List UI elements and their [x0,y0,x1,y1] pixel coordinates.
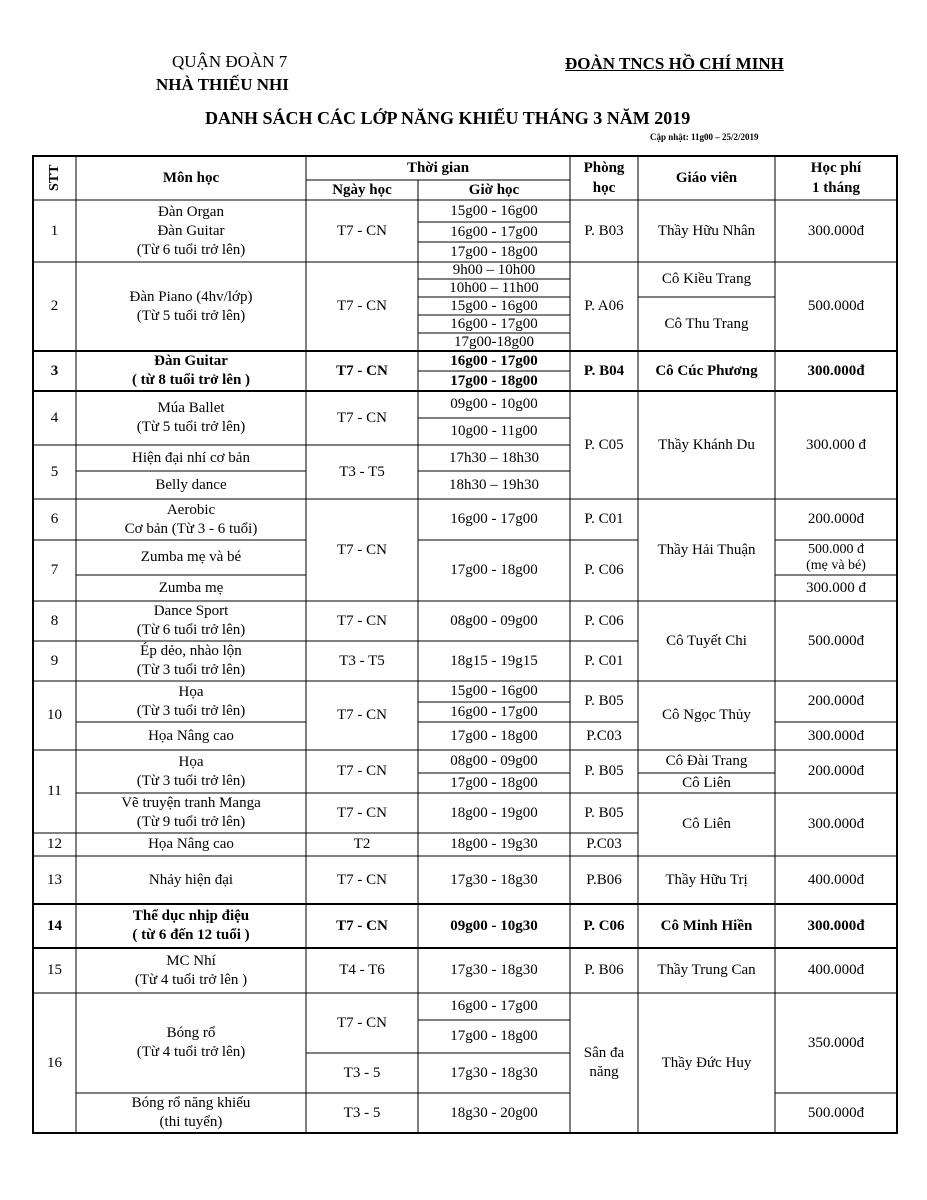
cell-room: P. A06 [584,298,624,314]
header-subject: Môn học [162,169,220,186]
union-name: ĐOÀN TNCS HỒ CHÍ MINH [565,54,784,73]
cell-teacher: Cô Minh Hiền [660,917,753,934]
header-fee: Học phí 1 tháng [810,160,862,196]
cell-day: T7 - CN [337,541,387,558]
cell-stt: 11 [47,783,62,799]
cell-hour: 17g00-18g00 [454,333,534,350]
cell-day: T7 - CN [337,298,387,314]
cell-hour: 17g30 - 18g30 [450,871,538,888]
cell-fee: 500.000 đ (mẹ và bé) [806,541,866,573]
cell-subject: Bóng rổ năng khiếu (thi tuyển) [131,1095,251,1130]
cell-fee: 300.000đ [807,816,865,832]
cell-hour: 09g00 - 10g30 [450,917,538,934]
cell-hour: 10g00 - 11g00 [450,423,538,439]
header-day: Ngày học [332,181,392,198]
cell-stt: 10 [47,707,62,723]
cell-hour: 08g00 - 09g00 [450,753,538,769]
cell-hour: 09g00 - 10g00 [450,396,538,412]
cell-hour: 16g00 - 17g00 [450,315,538,332]
cell-stt: 15 [47,962,62,978]
cell-teacher: Thầy Khánh Du [658,436,755,453]
cell-subject: Họa (Từ 3 tuổi trở lên) [136,753,246,789]
cell-fee: 500.000đ [807,632,865,649]
header-hour: Giờ học [468,181,520,198]
cell-room: P. C06 [584,612,624,629]
cell-stt: 5 [50,463,59,480]
cell-subject: Thể dục nhịp điệu ( từ 6 đến 12 tuổi ) [132,908,250,943]
cell-fee: 500.000đ [807,1104,865,1121]
cell-teacher: Cô Ngọc Thủy [662,707,751,723]
cell-room: P. C01 [584,652,624,669]
cell-subject: Hiện đại nhí cơ bản [132,449,250,466]
cell-day: T7 - CN [337,1014,387,1031]
cell-room: P. C06 [584,562,624,578]
cell-fee: 300.000đ [807,917,865,934]
page-title: DANH SÁCH CÁC LỚP NĂNG KHIẾU THÁNG 3 NĂM 2019 [205,108,691,128]
cell-stt: 12 [47,836,62,852]
cell-hour: 15g00 - 16g00 [450,683,538,699]
cell-hour: 18g15 - 19g15 [450,652,538,669]
cell-room: P. B05 [584,693,624,709]
cell-day: T2 [353,836,371,852]
cell-fee: 500.000đ [807,298,865,314]
header-teacher: Giáo viên [675,169,738,186]
cell-fee: 400.000đ [807,962,865,978]
cell-hour: 18g00 - 19g00 [450,804,538,821]
cell-subject: Belly dance [155,476,227,493]
cell-room: P. C01 [584,511,624,527]
cell-hour: 18h30 – 19h30 [449,476,539,493]
cell-room: P. C06 [583,917,625,934]
cell-stt: 14 [47,917,62,934]
cell-teacher: Cô Liên [682,816,731,832]
cell-teacher: Thầy Trung Can [657,962,756,978]
cell-hour: 15g00 - 16g00 [450,297,538,314]
cell-day: T7 - CN [337,612,387,629]
cell-hour: 08g00 - 09g00 [450,612,538,629]
cell-room: P. B05 [584,763,624,779]
cell-fee: 300.000đ [807,362,865,379]
cell-room: P. C05 [584,436,624,453]
cell-hour: 17g00 - 18g00 [450,727,538,744]
cell-fee: 300.000 đ [806,436,866,453]
cell-subject: Nhảy hiện đại [148,871,234,888]
cell-stt: 16 [47,1054,62,1071]
cell-teacher: Cô Thu Trang [664,315,749,332]
cell-teacher: Thầy Hải Thuận [657,541,756,558]
cell-stt: 6 [50,511,59,527]
header-room: Phòng học [583,160,625,196]
cell-subject: Bóng rổ (Từ 4 tuổi trở lên) [136,1025,246,1060]
cell-fee: 300.000 đ [806,579,866,596]
cell-day: T7 - CN [337,707,387,723]
cell-hour: 17g00 - 18g00 [450,1028,538,1044]
cell-day: T7 - CN [337,763,387,779]
cell-day: T7 - CN [337,409,387,426]
cell-room: P. B06 [584,962,624,978]
cell-hour: 18g00 - 19g30 [450,836,538,852]
cell-room: P. B05 [584,804,624,821]
cell-stt: 2 [50,298,59,314]
cell-subject: Ép dẻo, nhào lộn (Từ 3 tuổi trở lên) [136,643,246,678]
cell-subject: Dance Sport (Từ 6 tuổi trở lên) [136,603,246,638]
cell-hour: 17h30 – 18h30 [449,449,539,466]
cell-room: P. B04 [583,362,625,379]
cell-hour: 16g00 - 17g00 [450,703,538,720]
cell-day: T3 - T5 [339,652,385,669]
cell-subject: Đàn Piano (4hv/lớp) (Từ 5 tuổi trở lên) [129,288,253,324]
cell-subject: Đàn Guitar ( từ 8 tuổi trở lên ) [131,353,251,388]
header-stt: STT [47,164,62,192]
cell-fee: 200.000đ [807,693,865,709]
cell-subject: Aerobic Cơ bản (Từ 3 - 6 tuổi) [124,501,258,537]
cell-subject: Họa Nâng cao [148,836,234,852]
cell-room: P. B03 [584,222,624,239]
cell-day: T7 - CN [336,917,388,934]
cell-stt: 7 [50,562,59,578]
cell-teacher: Thầy Hữu Trị [665,871,748,888]
cell-fee: 300.000đ [807,727,865,744]
cell-hour: 15g00 - 16g00 [450,202,538,219]
org-name: QUẬN ĐOÀN 7 [172,52,288,71]
cell-room: Sân đa năng [583,1045,625,1080]
cell-day: T3 - 5 [343,1104,381,1121]
cell-day: T7 - CN [337,222,387,239]
cell-day: T7 - CN [337,871,387,888]
cell-fee: 200.000đ [807,511,865,527]
cell-day: T3 - T5 [339,463,385,480]
cell-stt: 9 [50,652,59,669]
cell-hour: 16g00 - 17g00 [450,352,538,369]
cell-subject: Zumba mẹ [158,579,224,596]
cell-hour: 17g00 - 18g00 [450,372,538,389]
cell-teacher: Cô Tuyết Chi [666,632,747,649]
cell-fee: 400.000đ [807,871,865,888]
cell-subject: Họa Nâng cao [148,727,234,744]
cell-subject: MC Nhí (Từ 4 tuổi trở lên ) [134,952,248,988]
cell-subject: Múa Ballet (Từ 5 tuổi trở lên) [136,400,246,435]
cell-subject: Zumba mẹ và bé [140,549,242,565]
cell-hour: 17g30 - 18g30 [450,962,538,978]
update-note: Cập nhật: 11g00 – 25/2/2019 [650,132,759,142]
cell-teacher: Thầy Hữu Nhân [657,222,756,239]
org-subname: NHÀ THIẾU NHI [156,75,289,94]
cell-teacher: Cô Cúc Phương [655,362,758,379]
cell-stt: 1 [50,222,59,239]
cell-stt: 4 [50,409,59,426]
cell-teacher: Cô Kiều Trang [661,271,752,287]
cell-hour: 17g00 - 18g00 [450,243,538,260]
cell-room: P.C03 [586,727,622,744]
cell-subject: Vẽ truyện tranh Manga (Từ 9 tuổi trở lên) [121,795,261,830]
cell-subject: Đàn Organ Đàn Guitar (Từ 6 tuổi trở lên) [136,203,246,258]
cell-teacher: Cô Đài Trang [665,753,748,769]
cell-room: P.B06 [586,871,622,888]
cell-teacher: Cô Liên [682,774,731,791]
cell-hour: 10h00 – 11h00 [449,279,539,296]
cell-hour: 16g00 - 17g00 [450,511,538,527]
cell-hour: 9h00 – 10h00 [452,262,536,278]
cell-stt: 3 [50,362,59,379]
cell-stt: 13 [47,871,62,888]
cell-room: P.C03 [586,836,622,852]
cell-fee: 300.000đ [807,222,865,239]
cell-fee: 350.000đ [807,1034,865,1051]
cell-day: T3 - 5 [343,1064,381,1081]
cell-day: T7 - CN [337,804,387,821]
cell-day: T7 - CN [336,362,388,379]
header-time: Thời gian [406,159,470,176]
cell-fee: 200.000đ [807,763,865,779]
cell-hour: 18g30 - 20g00 [450,1104,538,1121]
cell-hour: 17g00 - 18g00 [450,774,538,791]
cell-stt: 8 [50,612,59,629]
cell-subject: Họa (Từ 3 tuổi trở lên) [136,683,246,719]
cell-hour: 16g00 - 17g00 [450,998,538,1014]
cell-teacher: Thầy Đức Huy [661,1054,752,1071]
cell-hour: 17g30 - 18g30 [450,1064,538,1081]
cell-hour: 17g00 - 18g00 [450,562,538,578]
cell-hour: 16g00 - 17g00 [450,223,538,240]
cell-day: T4 - T6 [339,962,385,978]
